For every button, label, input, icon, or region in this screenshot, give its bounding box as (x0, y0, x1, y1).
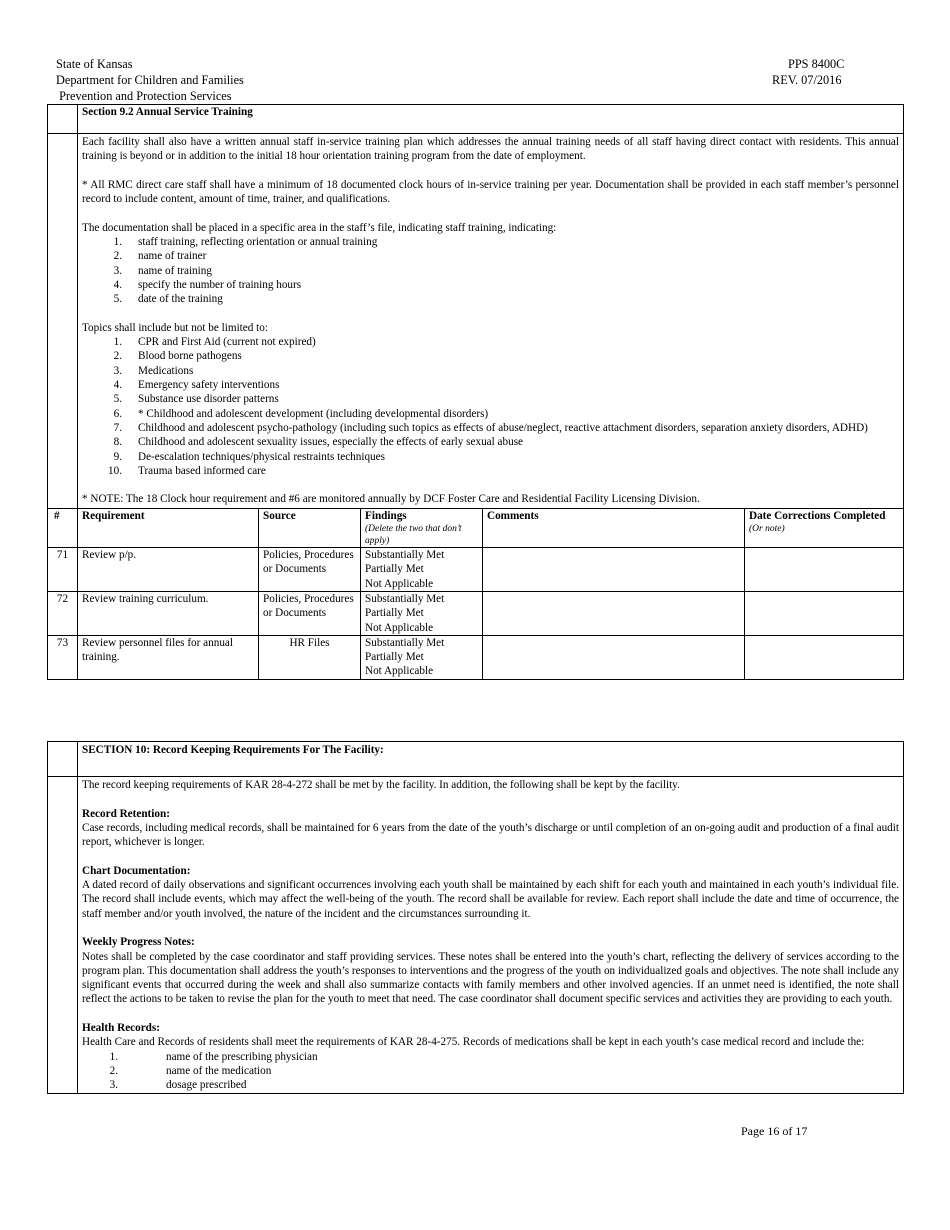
list-item: 10. Trauma based informed care (108, 464, 266, 477)
list-item: 1. staff training, reflecting orientation or annual training (113, 236, 378, 249)
header-right (772, 56, 844, 88)
comments-cell[interactable] (483, 591, 745, 635)
list-item: 1. CPR and First Aid (current not expired) (113, 336, 316, 349)
section-10-table (47, 741, 904, 1094)
list-item: 5. date of the training (113, 293, 223, 306)
list-item: 3. name of training (113, 264, 212, 277)
col-date-header: Date Corrections Completed (Or note) (745, 508, 904, 547)
date-cell[interactable] (745, 635, 904, 679)
chart-documentation-title: Chart Documentation: (82, 864, 191, 877)
section-9-para-2: * All RMC direct care staff shall have a minimum of 18 documented clock hours of in-service training per year. Documentation shall be provided in each staff member’s personnel record to include content, amount of time, trainer, and qualifications. (82, 178, 899, 206)
topics-intro: Topics shall include but not be limited to: (82, 321, 268, 334)
col-num-header: # (48, 508, 78, 547)
list-item: 2. name of trainer (113, 250, 207, 263)
list-item: 8. Childhood and adolescent sexuality issues, especially the effects of early sexual abuse (113, 436, 524, 449)
list-item: 4. Emergency safety interventions (113, 379, 280, 392)
topics-list (82, 335, 899, 478)
documentation-list (82, 235, 899, 306)
col-requirement-header: Requirement (78, 508, 259, 547)
table-row: 72 Review training curriculum. Policies, Procedures or Documents Substantially Met Partially Met Not Applicable (48, 591, 904, 635)
date-cell[interactable] (745, 548, 904, 592)
weekly-notes-title: Weekly Progress Notes: (82, 936, 195, 949)
list-item: 1. name of the prescribing physician (109, 1050, 318, 1063)
comments-cell[interactable] (483, 548, 745, 592)
section-10-title: SECTION 10: Record Keeping Requirements For The Facility: (78, 742, 904, 777)
record-retention-title: Record Retention: (82, 807, 170, 820)
list-item: 4. specify the number of training hours (113, 278, 302, 291)
header-form-number: PPS 8400C (788, 57, 845, 71)
list-item: 9. De-escalation techniques/physical restraints techniques (113, 450, 385, 463)
record-retention-text: Case records, including medical records, shall be maintained for 6 years from the date of the youth’s discharge or until completion of an on-going audit and production of a final audit report, whichever is longer. (82, 821, 899, 849)
list-item: 2. Blood borne pathogens (113, 350, 242, 363)
header-division: Prevention and Protection Services (56, 89, 232, 103)
list-item: 7. Childhood and adolescent psycho-pathology (including such topics as effects of abuse/neglect, reactive attachment disorders, separation anxiety disorders, ADHD) (113, 421, 868, 434)
list-item: 6. * Childhood and adolescent development (including developmental disorders) (113, 407, 489, 420)
documentation-intro: The documentation shall be placed in a specific area in the staff’s file, indicating staff training, indicating: (82, 221, 557, 234)
section-9-title: Section 9.2 Annual Service Training (78, 105, 904, 134)
list-item: 2. name of the medication (109, 1064, 272, 1077)
section-9-note: * NOTE: The 18 Clock hour requirement and #6 are monitored annually by DCF Foster Care and Residential Facility Licensing Division. (82, 493, 700, 506)
list-item: 5. Substance use disorder patterns (113, 393, 279, 406)
health-records-list (82, 1050, 899, 1093)
health-records-text: Health Care and Records of residents shall meet the requirements of KAR 28-4-275. Records of medications shall be kept in each youth’s case medical record and include the: (82, 1036, 865, 1049)
page-number: Page 16 of 17 (741, 1124, 808, 1138)
section-10-body (78, 777, 904, 1094)
section-9-body (78, 134, 904, 509)
date-cell[interactable] (745, 591, 904, 635)
col-comments-header: Comments (483, 508, 745, 547)
col-source-header: Source (259, 508, 361, 547)
header-state: State of Kansas (56, 57, 133, 71)
list-item: 3. Medications (113, 364, 194, 377)
header-department: Department for Children and Families (56, 73, 244, 87)
header-left (56, 56, 244, 104)
list-item: 3. dosage prescribed (109, 1079, 247, 1092)
section-9-table (47, 104, 904, 680)
comments-cell[interactable] (483, 635, 745, 679)
table-row: 71 Review p/p. Policies, Procedures or Documents Substantially Met Partially Met Not Applicable (48, 548, 904, 592)
table-header-row (48, 508, 904, 547)
section-9-para-1: Each facility shall also have a written annual staff in-service training plan which addresses the annual training needs of all staff having direct contact with residents. This annual training is beyond or in addition to the initial 18 hour orientation training program from the date of employment. (82, 136, 899, 163)
weekly-notes-text: Notes shall be completed by the case coordinator and staff providing services. These notes shall be entered into the youth’s chart, reflecting the delivery of services according to the program plan. This documentation shall address the youth’s responses to interventions and the progress of the youth on individualized goals and objectives. The note shall include any significant events that occurred during the week and shall also summarize contacts with family members and other involved agencies. If an unmet need is identified, the note shall reflect the actions to be taken to revise the plan for the youth to meet that need. The case coordinator shall document specific services and activities they are providing to each youth. (82, 950, 899, 1006)
header-revision: REV. 07/2016 (772, 73, 842, 87)
col-findings-header: Findings (Delete the two that don’t apply) (361, 508, 483, 547)
health-records-title: Health Records: (82, 1022, 160, 1035)
section-10-intro: The record keeping requirements of KAR 28-4-272 shall be met by the facility. In addition, the following shall be kept by the facility. (82, 779, 680, 791)
chart-documentation-text: A dated record of daily observations and significant occurrences involving each youth shall be maintained by each shift for each youth and maintained in each youth’s individual file. The record shall include events, which may affect the well-being of the youth. The record shall be available for review. Each report shall include the date and time of occurrence, the staff member and/or youth involved, the nature of the incident and the circumstances surrounding it. (82, 879, 899, 920)
table-row: 73 Review personnel files for annual training. HR Files Substantially Met Partially Met Not Applicable (48, 635, 904, 679)
